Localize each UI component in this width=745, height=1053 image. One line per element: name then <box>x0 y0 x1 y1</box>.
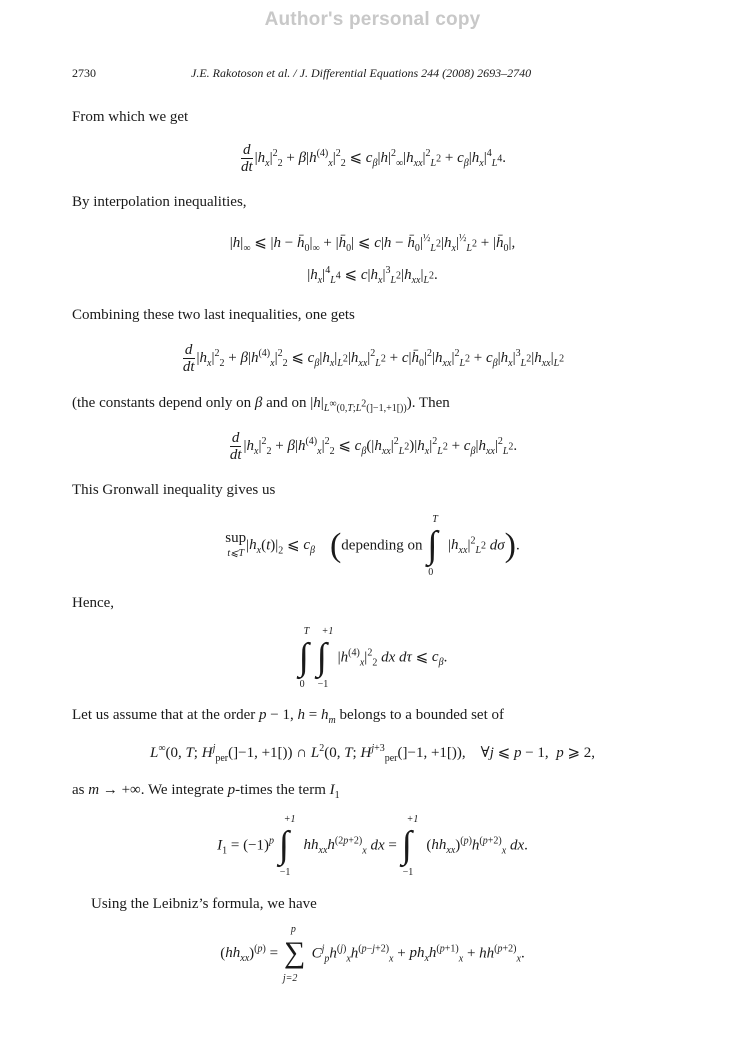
paragraph-leibniz: Using the Leibniz’s formula, we have <box>91 896 317 912</box>
paragraph-combining: Combining these two last inequalities, one gets <box>72 307 355 323</box>
equation-5: sup t⩽T $|h_x(t)|_2$ ⩽ $c_\beta$ (depending on T ∫ 0 $|h_{xx}|^2_{L^2}$ dσ). <box>225 514 520 578</box>
equation-1: $\frac{d}{dt}$ $|h_x|^2_2 + \beta|h^{(4)}_x|^2_2$ ⩽ $c_\beta|h|^2_\infty|h_{xx}|^2_{L^2} + c_\beta|h_x|^4_{L^4}$. <box>240 142 507 175</box>
watermark: Author's personal copy <box>264 9 481 30</box>
page-number: 2730 <box>72 66 96 80</box>
equation-9: $(hh_{xx})^{(p)}$ = p ∑ j=2 $C^j_ph^{(j)}_xh^{(p-j+2)}_x + ph_xh^{(p+1)}_x + hh^{(p+2)}_x$. <box>220 924 525 984</box>
running-head: J.E. Rakotoson et al. / J. Differential Equations 244 (2008) 2693–2740 <box>191 66 532 80</box>
equation-5-text: depending on <box>341 537 423 554</box>
paragraph-hence: Hence, <box>72 595 115 611</box>
equation-7: L∞(0, T; $H^j_{per}(]-1$, +1[)) ∩ $L^2(0$, T; $H^{j+3}_{per}(]-1$, +1[)), ∀j ⩽ p − 1, p ⩾ 2, <box>149 743 596 764</box>
paragraph-interpolation: By interpolation inequalities, <box>72 194 247 210</box>
equation-2a: $|h|_\infty$ ⩽ $|h - h̄_0|_\infty$ + $|h̄_0|$ ⩽ $c|h - h̄_0|^{\frac{1}{2}}_{L^2}|h_x|^{\frac{1}{2}}_{L^2}$ + $|h̄_0|$, <box>229 233 516 254</box>
paragraph-integrate: as m → +∞. We integrate p-times the term $I_1$ <box>72 782 340 801</box>
equation-4: $\frac{d}{dt}$ $|h_x|^2_2 + \beta|h^{(4)}_x|^2_2$ ⩽ $c_\beta(|h_{xx}|^2_{L^2})|h_x|^2_{L^2} + c_\beta|h_{xx}|^2_{L^2}$. <box>229 430 518 463</box>
paragraph-from-which: From which we get <box>72 109 189 125</box>
paragraph-assume: Let us assume that at the order p − 1, $h = h_m$ belongs to a bounded set of <box>72 707 505 726</box>
paragraph-constants: (the constants depend only on β and on $|h|_{L^\infty(0,T;L^2(]-1,+1[))}$). Then <box>72 395 450 414</box>
paragraph-gronwall: This Gronwall inequality gives us <box>72 482 276 498</box>
equation-3: $\frac{d}{dt}$ $|h_x|^2_2 + \beta|h^{(4)}_x|^2_2$ ⩽ $c_\beta|h_x|_{L^2}|h_{xx}|^2_{L^2}$ + $c|h̄_0|^2|h_{xx}|^2_{L^2} + c_\beta|h_x|^3_{L^2}|h_{xx}|_{L^2}$ <box>182 342 565 375</box>
equation-2b: $|h_x|^4_{L^4}$ ⩽ $c|h_x|^3_{L^2}|h_{xx}|_{L^2}$. <box>307 265 438 286</box>
equation-8: $I_1 = (-1)^p$ +1 ∫ −1 $hh_{xx}h^{(2p+2)}_x$ dx = +1 ∫ −1 $(hh_{xx})^{(p)}h^{(p+2)}_x$ dx. <box>217 814 528 878</box>
equation-6: T ∫ 0 +1 ∫ −1 $|h^{(4)}_x|^2_2$ dx dτ ⩽ $c_\beta$. <box>298 626 448 690</box>
